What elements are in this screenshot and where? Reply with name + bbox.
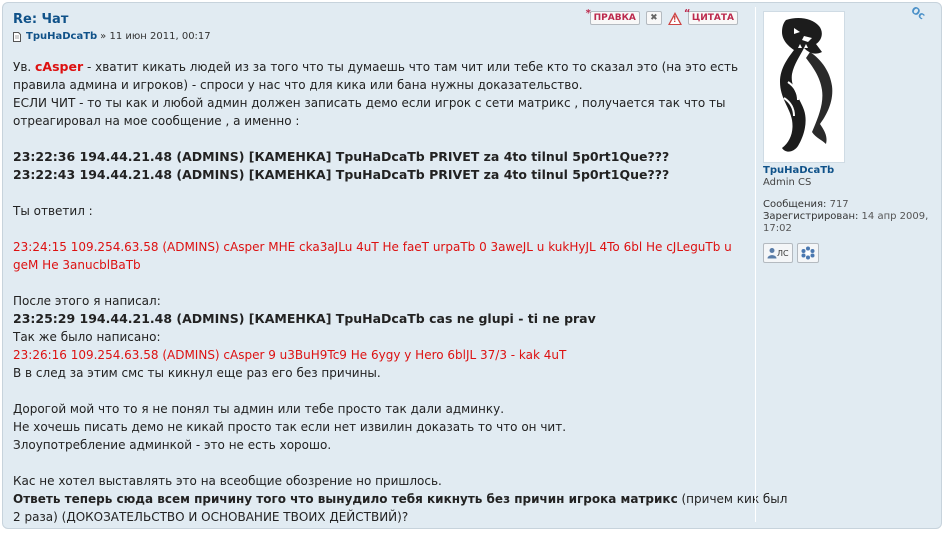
- spacer: [13, 184, 743, 202]
- content-line: Кас не хотел выставлять это на всеобщие обозрение но пришлось.: [13, 474, 442, 488]
- edit-star-icon: *: [585, 8, 591, 19]
- forum-post: [2, 2, 942, 529]
- content-line: [13, 58, 743, 76]
- text-prefix: Ув.: [13, 60, 36, 74]
- meta-separator: »: [100, 31, 107, 42]
- pm-label: ЛС: [777, 248, 789, 258]
- spacer: [13, 130, 743, 148]
- content-line: Так же было написано:: [13, 330, 161, 344]
- content-line: Не хочешь писать демо не кикай просто так если нет извилин доказать то что он чит.: [13, 420, 567, 434]
- content-line: ЕСЛИ ЧИТ - то ты как и любой админ должен записать демо если игрок с сети матрикс , получается так что ты: [13, 96, 726, 110]
- posts-label: Сообщения:: [763, 199, 827, 210]
- profile-username[interactable]: TpuHaDcaTb: [763, 165, 835, 176]
- chat-log-line: 23:25:29 194.44.21.48 (ADMINS) [КАМЕНКА] TpuHaDcaTb cas ne glupi - ti ne prav: [13, 311, 596, 326]
- post-icon: [13, 32, 21, 42]
- profile-actions: [763, 243, 940, 263]
- post-author-link[interactable]: TpuHaDcaTb: [26, 31, 98, 42]
- text: - хватит кикать людей из за того что ты думаешь что там чит или тебе кто то сказал это (на это есть: [83, 60, 739, 74]
- delete-icon: ✖: [650, 13, 658, 23]
- posts-count[interactable]: 717: [829, 199, 849, 210]
- profile-stats: [763, 199, 940, 235]
- icq-flower-icon: [801, 246, 815, 260]
- post-buttons: [584, 8, 738, 25]
- content-line: отреагировал на мое сообщение , а именно :: [13, 114, 300, 128]
- icq-button[interactable]: [797, 243, 819, 263]
- post-profile: [755, 7, 940, 522]
- post-date: 11 июн 2011, 00:17: [109, 31, 211, 42]
- content-line: 2 раза) (ДОКОЗАТЕЛЬСТВО И ОСНОВАНИЕ ТВОИХ ДЕЙСТВИЙ)?: [13, 510, 409, 524]
- chat-log-line: 23:22:43 194.44.21.48 (ADMINS) [КАМЕНКА] TpuHaDcaTb PRIVET za 4to tilnul 5p0rt1Que???: [13, 167, 670, 182]
- content-line: правила админа и игроков) - спроси у нас что для кика или бана нужны доказательство.: [13, 78, 583, 92]
- bold-text: Ответь теперь сюда всем причину того что вынудило тебя кикнуть без причин игрока матрикс: [13, 492, 678, 506]
- post-meta: [13, 30, 743, 44]
- chat-log-line-red: 23:26:16 109.254.63.58 (ADMINS) cAsper 9 u3BuH9Tc9 He 6ygy y Hero 6blJL 37/3 - kak 4uT: [13, 348, 567, 362]
- corner-tag[interactable]: Ос: [908, 5, 927, 23]
- chat-log-line-red: geM He 3anucblBaTb: [13, 258, 141, 272]
- content-line: [13, 490, 788, 508]
- panther-avatar-icon: [764, 12, 844, 162]
- chat-log-line: 23:22:36 194.44.21.48 (ADMINS) [КАМЕНКА] TpuHaDcaTb PRIVET za 4to tilnul 5p0rt1Que???: [13, 149, 670, 164]
- pm-button[interactable]: [763, 243, 793, 263]
- registered-date: 14 апр 2009,: [861, 211, 929, 222]
- user-icon: [767, 247, 777, 259]
- content-line: После этого я написал:: [13, 294, 161, 308]
- quote-button[interactable]: [683, 8, 738, 25]
- quote-mark-icon: “: [683, 8, 691, 19]
- content-line: В в след за этим смс ты кикнул еще раз его без причины.: [13, 366, 381, 380]
- report-button[interactable]: [668, 12, 682, 25]
- report-mark-icon: !: [672, 14, 677, 24]
- registered-label: Зарегистрирован:: [763, 211, 859, 222]
- delete-button[interactable]: [646, 11, 662, 25]
- spacer: [13, 274, 743, 292]
- registered-time: 17:02: [763, 223, 792, 234]
- content-line: Дорогой мой что то я не понял ты админ или тебе просто так дали админку.: [13, 402, 505, 416]
- spacer: [13, 382, 743, 400]
- chat-log-line-red: 23:24:15 109.254.63.58 (ADMINS) cAsper MHE cka3aJLu 4uT He faeT urpaTb 0 3aweJL u kukHyJL 4To 6bl He cJLeguTb u: [13, 240, 732, 254]
- profile-rank: Admin CS: [763, 177, 812, 188]
- text: (причем кик был: [677, 492, 788, 506]
- mentioned-user: cAsper: [35, 59, 84, 74]
- content-line: Злоупотребление админкой - это не есть хорошо.: [13, 438, 332, 452]
- post-title[interactable]: Re: Чат: [13, 12, 69, 27]
- spacer: [13, 454, 743, 472]
- spacer: [13, 220, 743, 238]
- content-line: Ты ответил :: [13, 204, 93, 218]
- quote-button-label: ЦИТАТА: [691, 13, 734, 23]
- edit-button[interactable]: [585, 8, 640, 25]
- avatar[interactable]: [763, 11, 845, 163]
- edit-button-label: ПРАВКА: [593, 13, 636, 23]
